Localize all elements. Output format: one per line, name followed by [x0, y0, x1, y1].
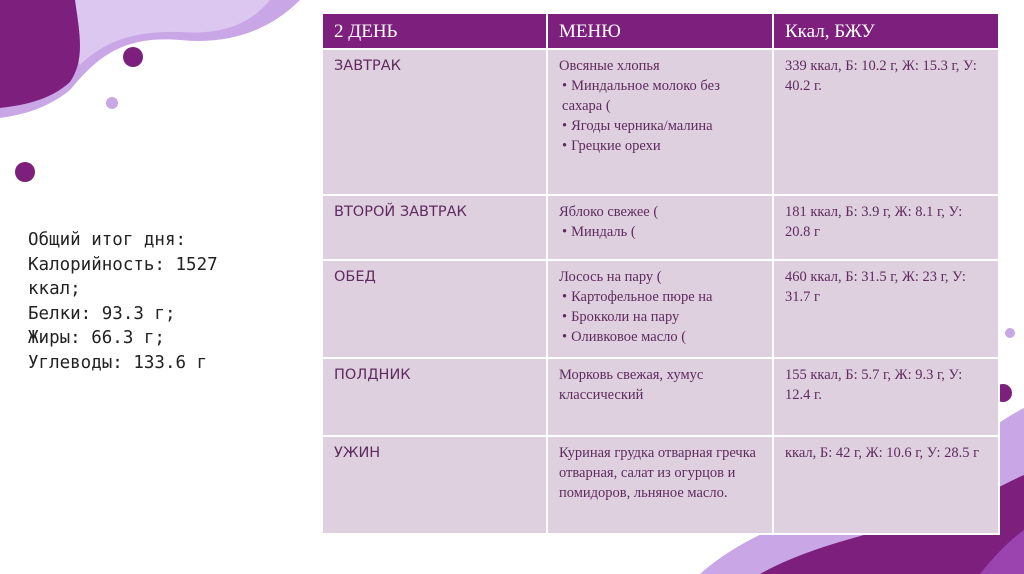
- header-menu: МЕНЮ: [547, 13, 773, 49]
- menu-item: • Брокколи на пару: [562, 309, 680, 325]
- menu-table: [321, 12, 1000, 535]
- table-row: [322, 436, 999, 534]
- dot-right-small: [1005, 328, 1015, 338]
- nutrition-cell: 181 ккал, Б: 3.9 г, Ж: 8.1 г, У: 20.8 г: [773, 195, 999, 260]
- nutrition-cell: 460 ккал, Б: 31.5 г, Ж: 23 г, У: 31.7 г: [773, 260, 999, 358]
- header-day: 2 ДЕНЬ: [322, 13, 547, 49]
- menu-main: Овсяные хлопья: [559, 58, 660, 74]
- menu-cell: [547, 436, 773, 534]
- summary-title: Общий итог дня:: [28, 230, 187, 250]
- table-row: [322, 358, 999, 436]
- table-row: [322, 260, 999, 358]
- nutrition-cell: 155 ккал, Б: 5.7 г, Ж: 9.3 г, У: 12.4 г.: [773, 358, 999, 436]
- day-summary: [28, 228, 258, 375]
- menu-item: • Грецкие орехи: [562, 138, 661, 154]
- menu-item: • Миндаль (: [562, 224, 636, 240]
- summary-fat: Жиры: 66.3 г;: [28, 328, 165, 348]
- menu-item: • Картофельное пюре на: [562, 289, 713, 305]
- nutrition-cell: 339 ккал, Б: 10.2 г, Ж: 15.3 г, У: 40.2 г.: [773, 49, 999, 195]
- header-nutrition: Ккал, БЖУ: [773, 13, 999, 49]
- summary-calories-unit: ккал;: [28, 279, 81, 299]
- nutrition-cell: ккал, Б: 42 г, Ж: 10.6 г, У: 28.5 г: [773, 436, 999, 534]
- menu-cell: [547, 195, 773, 260]
- table-row: [322, 195, 999, 260]
- table-header-row: [322, 13, 999, 49]
- menu-cell: [547, 358, 773, 436]
- menu-main: Яблоко свежее (: [559, 204, 659, 220]
- summary-carbs: Углеводы: 133.6 г: [28, 352, 208, 373]
- meal-name: УЖИН: [322, 436, 547, 534]
- menu-item: • Оливковое масло (: [562, 329, 687, 345]
- dot-top-center: [123, 47, 143, 67]
- dot-large-left: [15, 162, 35, 182]
- summary-calories: Калорийность: 1527: [28, 254, 218, 275]
- meal-name: ЗАВТРАК: [322, 49, 547, 195]
- top-left-dark-blob: [0, 0, 80, 108]
- menu-main: Лосось на пару (: [559, 269, 662, 285]
- menu-main: Морковь свежая, хумус классический: [559, 367, 704, 403]
- meal-name: ПОЛДНИК: [322, 358, 547, 436]
- menu-item: • Миндальное молоко без сахара (: [562, 78, 720, 114]
- dot-small-left: [106, 97, 118, 109]
- menu-cell: [547, 49, 773, 195]
- menu-cell: [547, 260, 773, 358]
- meal-name: ВТОРОЙ ЗАВТРАК: [322, 195, 547, 260]
- table-row: [322, 49, 999, 195]
- summary-protein: Белки: 93.3 г;: [28, 303, 176, 324]
- menu-item: • Ягоды черника/малина: [562, 118, 713, 134]
- menu-main: Куриная грудка отварная гречка отварная, салат из огурцов и помидоров, льняное масло.: [559, 445, 756, 501]
- meal-name: ОБЕД: [322, 260, 547, 358]
